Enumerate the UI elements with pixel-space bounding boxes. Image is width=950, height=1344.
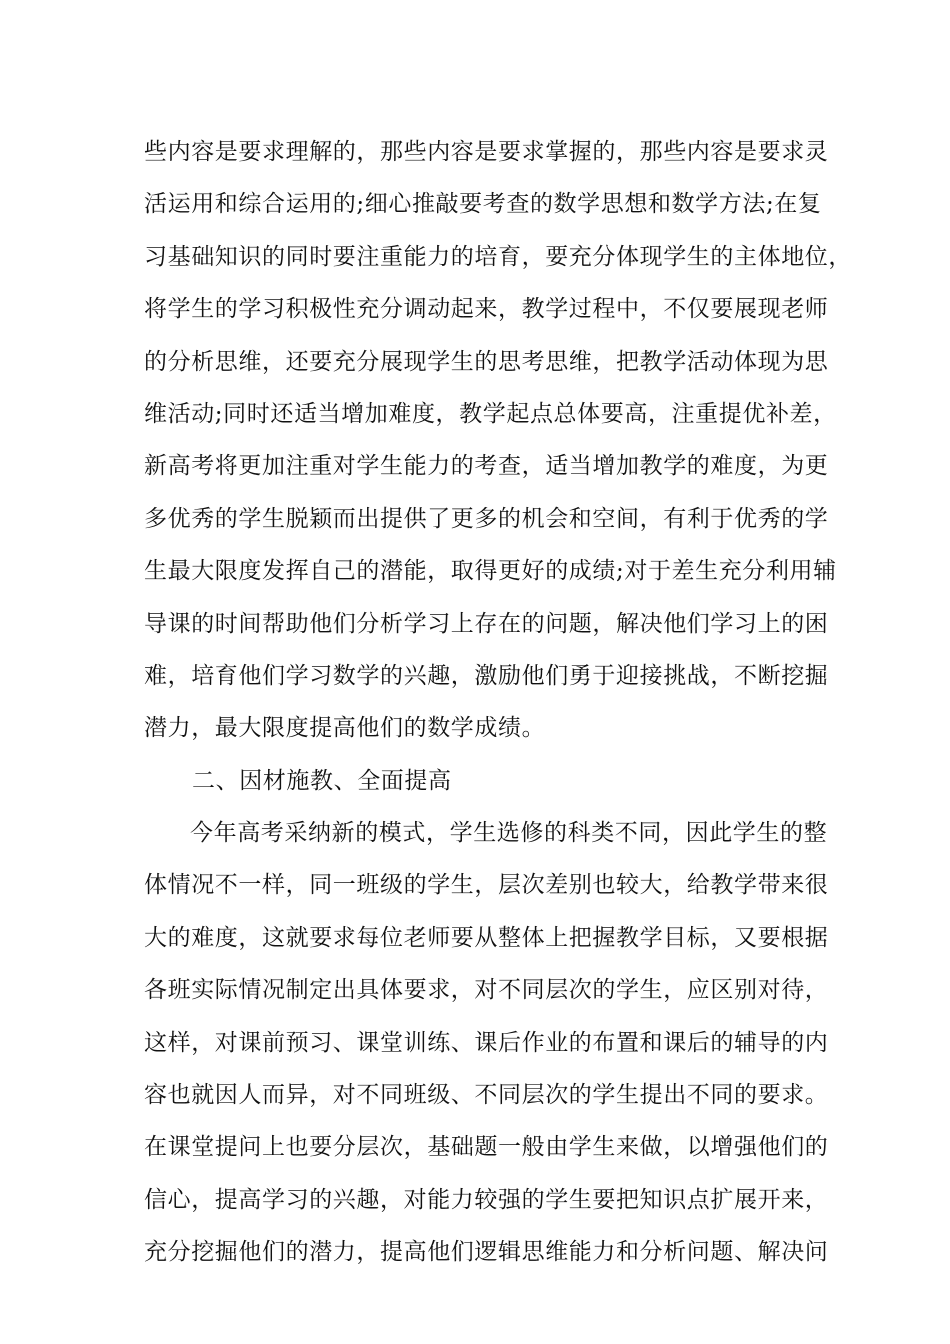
text-line: 维活动;同时还适当增加难度，教学起点总体要高，注重提优补差， bbox=[144, 400, 837, 427]
text-line: 充分挖掘他们的潜力，提高他们逻辑思维能力和分析问题、解决问 bbox=[144, 1239, 829, 1266]
text-line: 在课堂提问上也要分层次，基础题一般由学生来做，以增强他们的 bbox=[144, 1134, 829, 1161]
text-line: 导课的时间帮助他们分析学习上存在的问题，解决他们学习上的困 bbox=[144, 610, 829, 637]
text-line: 多优秀的学生脱颖而出提供了更多的机会和空间，有利于优秀的学 bbox=[144, 505, 829, 532]
text-line: 些内容是要求理解的，那些内容是要求掌握的，那些内容是要求灵 bbox=[144, 139, 829, 165]
paragraph-first-line: 今年高考采纳新的模式，学生选修的科类不同，因此学生的整 bbox=[190, 820, 828, 847]
text-line: 潜力，最大限度提高他们的数学成绩。 bbox=[144, 715, 546, 742]
text-line: 难，培育他们学习数学的兴趣，激励他们勇于迎接挑战，不断挖掘 bbox=[144, 662, 829, 689]
text-line: 新高考将更加注重对学生能力的考查，适当增加教学的难度，为更 bbox=[144, 453, 829, 480]
text-line: 各班实际情况制定出具体要求，对不同层次的学生，应区别对待， bbox=[144, 977, 829, 1004]
document-body bbox=[144, 126, 852, 1279]
section-heading: 二、因材施教、全面提高 bbox=[192, 767, 452, 794]
text-line: 容也就因人而异，对不同班级、不同层次的学生提出不同的要求。 bbox=[144, 1082, 829, 1109]
text-line: 习基础知识的同时要注重能力的培育，要充分体现学生的主体地位， bbox=[144, 243, 852, 270]
text-line: 将学生的学习积极性充分调动起来，教学过程中，不仅要展现老师 bbox=[144, 296, 829, 323]
text-line: 这样，对课前预习、课堂训练、课后作业的布置和课后的辅导的内 bbox=[144, 1029, 829, 1056]
text-line: 体情况不一样，同一班级的学生，层次差别也较大，给教学带来很 bbox=[144, 872, 829, 899]
text-line: 活运用和综合运用的;细心推敲要考查的数学思想和数学方法;在复 bbox=[144, 191, 822, 218]
text-line: 生最大限度发挥自己的潜能，取得更好的成绩;对于差生充分利用辅 bbox=[144, 558, 837, 585]
text-line: 大的难度，这就要求每位老师要从整体上把握教学目标，又要根据 bbox=[144, 924, 829, 951]
text-line: 的分析思维，还要充分展现学生的思考思维，把教学活动体现为思 bbox=[144, 348, 829, 375]
text-line: 信心，提高学习的兴趣，对能力较强的学生要把知识点扩展开来， bbox=[144, 1186, 829, 1213]
